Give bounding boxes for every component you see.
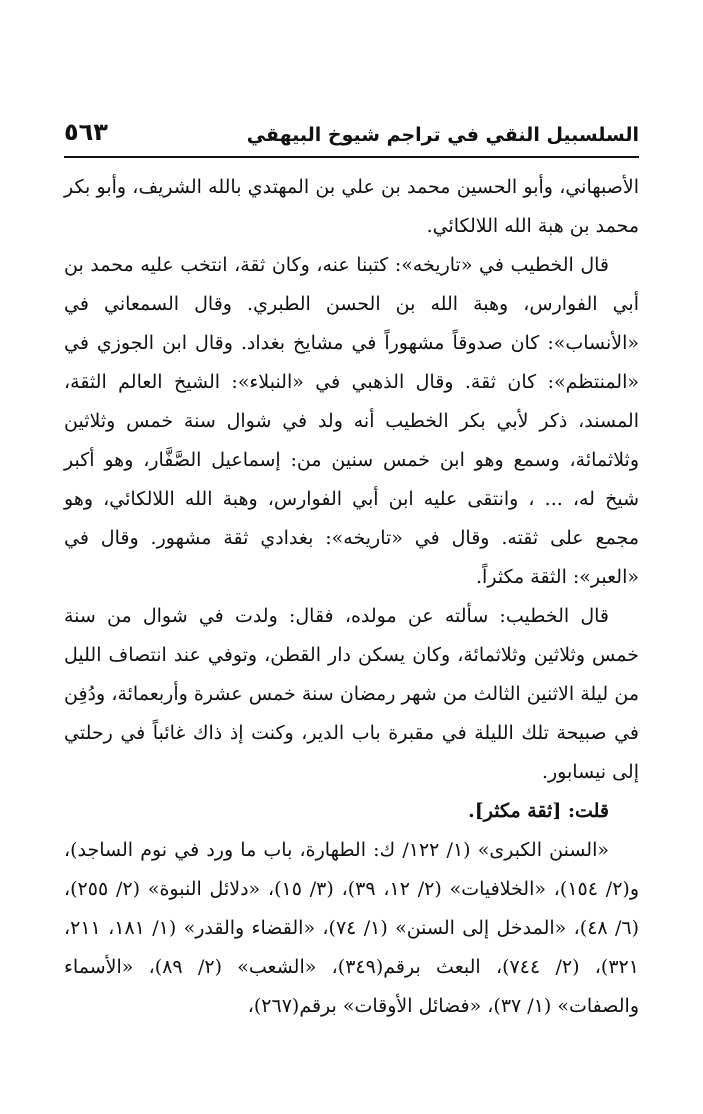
paragraph-teachers: الأصبهاني، وأبو الحسين محمد بن علي بن المهتدي بالله الشريف، وأبو بكر محمد بن هبة الله اللالكائي. <box>64 176 639 237</box>
paragraph-critics: قال الخطيب في «تاريخه»: كتبنا عنه، وكان ثقة، انتخب عليه محمد بن أبي الفوارس، وهبة الله بن الحسن الطبري. وقال السمعاني في «الأنساب»: كان صدوقاً مشهوراً في مشايخ بغداد. وقال ابن الجوزي في «المنتظم»: كان ثقة. وقال الذهبي في «النبلاء»: الشيخ العالم الثقة، المسند، ذكر لأبي بكر الخطيب أنه ولد في شوال سنة خمس وثلاثين وثلاثمائة، وسمع وهو ابن خمس سنين من: إسماعيل الصَّفَّار، وهو أكبر شيخ له، ... ، وانتقى عليه ابن أبي الفوارس، وهبة الله اللالكائي، وهو مجمع على ثقته. وقال في «تاريخه»: بغدادي ثقة مشهور. وقال في «العبر»: الثقة مكثراً. <box>64 254 639 588</box>
page-number: ٥٦٣ <box>64 118 108 146</box>
running-title: السلسبيل النقي في تراجم شيوخ البيهقي <box>246 124 639 146</box>
page-body <box>64 168 639 1026</box>
page-header <box>64 112 639 158</box>
paragraph-birth-death: قال الخطيب: سألته عن مولده، فقال: ولدت في شوال من سنة خمس وثلاثين وثلاثمائة، وكان يسكن دار القطن، وتوفي عند انتصاف الليل من ليلة الاثنين الثالث من شهر رمضان سنة خمس عشرة وأربعمائة، ودُفِن في صبيحة تلك الليلة في مقبرة باب الدير، وكنت إذ ذاك غائباً في رحلتي إلى نيسابور. <box>64 605 639 783</box>
verdict-heading: قلت: [ثقة مكثر]. <box>468 800 609 822</box>
paragraph-references: «السنن الكبرى» (١/ ١٢٢/ ك: الطهارة، باب ما ورد في نوم الساجد)، و(٢/ ١٥٤)، «الخلافيات» (٢/ ١٢، ٣٩)، (٣/ ١٥)، «دلائل النبوة» (٢/ ٢٥٥)، (٦/ ٤٨)، «المدخل إلى السنن» (١/ ٧٤)، «القضاء والقدر» (١/ ١٨١، ٢١١، ٣٢١)، (٢/ ٧٤٤)، البعث برقم(٣٤٩)، «الشعب» (٢/ ٨٩)، «الأسماء والصفات» (١/ ٣٧)، «فضائل الأوقات» برقم(٢٦٧)، <box>64 839 639 1017</box>
header-rule <box>64 156 639 158</box>
